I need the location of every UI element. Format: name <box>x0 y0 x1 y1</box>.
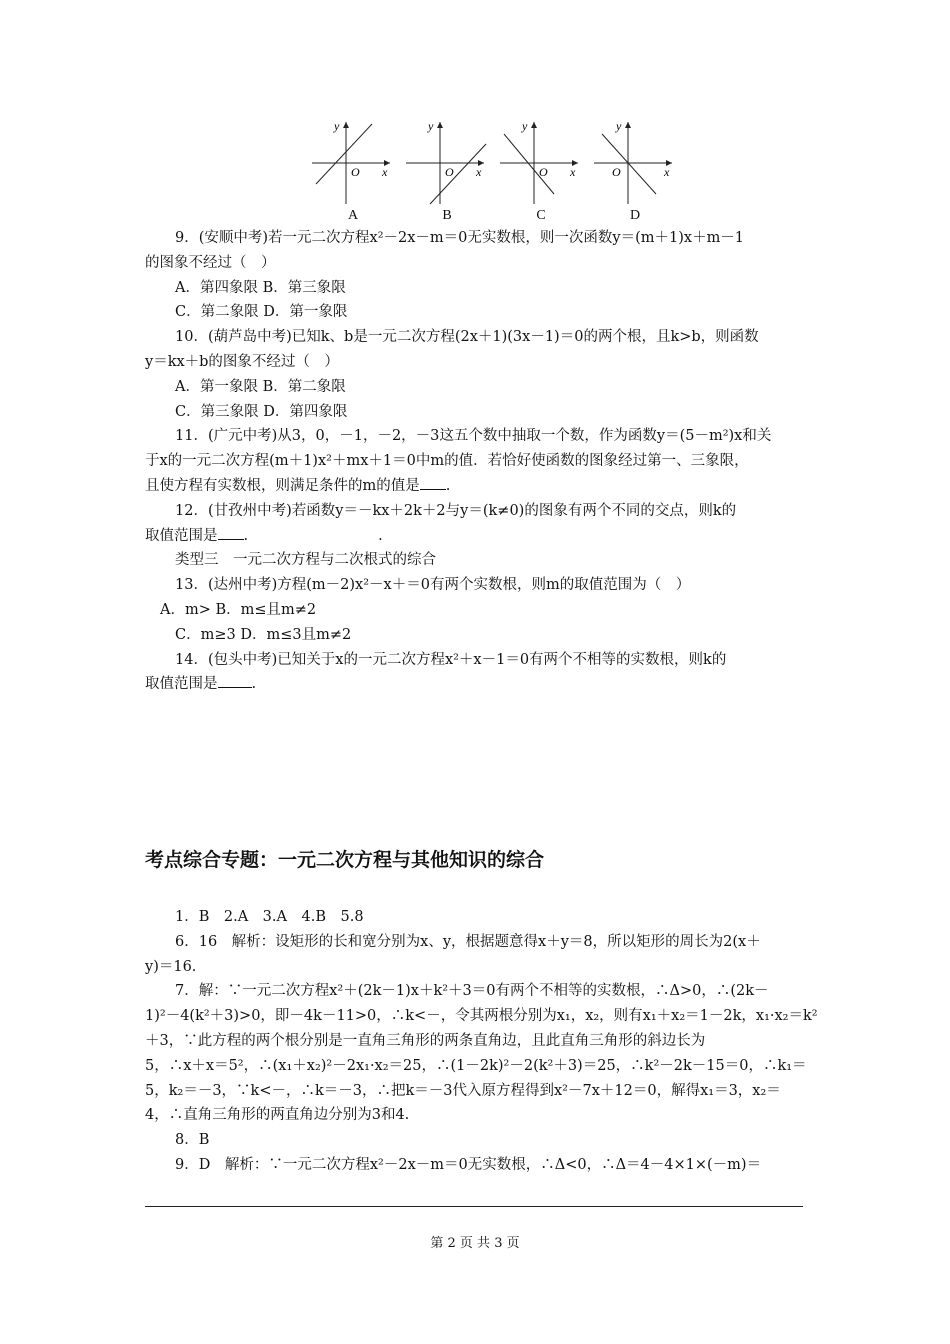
question-9-line-2: 的图象不经过（ ） <box>145 254 276 271</box>
graph-b-plot <box>400 118 490 208</box>
question-13-line-1: 13．(达州中考)方程(m－2)x²－x＋＝0有两个实数根，则m的取值范围为（ ） <box>175 577 691 594</box>
question-9-options-2: C．第二象限 D．第一象限 <box>175 304 348 321</box>
svg-text:O: O <box>612 165 621 179</box>
answer-line: ＋3，∵此方程的两个根分别是一直角三角形的两条直角边，且此直角三角形的斜边长为 <box>145 1032 706 1049</box>
question-9-options-1: A．第四象限 B．第三象限 <box>175 279 346 296</box>
page-number: 第 2 页 共 3 页 <box>430 1236 520 1251</box>
question-13-options-1: A．m> B．m≤且m≠2 <box>160 601 317 618</box>
svg-text:O: O <box>351 165 360 179</box>
graph-c-plot <box>494 118 584 208</box>
svg-text:x: x <box>382 165 388 179</box>
graph-option-c <box>494 118 584 226</box>
graph-b-caption: B <box>442 208 452 223</box>
graph-c-caption: C <box>536 208 546 223</box>
question-9-line-1: 9．(安顺中考)若一元二次方程x²－2x－m＝0无实数根，则一次函数y＝(m＋1)x＋m－1 <box>175 230 745 246</box>
answer-line: 4，∴直角三角形的两直角边分别为3和4. <box>145 1107 410 1124</box>
question-10-options-1: A．第一象限 B．第二象限 <box>175 378 346 395</box>
question-13-options-2: C．m≥3 D．m≤3且m≠2 <box>175 626 352 643</box>
graph-option-a <box>306 118 396 226</box>
question-14-text: 取值范围是 <box>145 676 218 693</box>
svg-text:y: y <box>428 119 434 133</box>
footer-divider <box>145 1206 803 1207</box>
answer-line: 1．B 2.A 3.A 4.B 5.8 <box>175 909 364 925</box>
answer-line: 6．16 解析：设矩形的长和宽分别为x、y，根据题意得x＋y＝8，所以矩形的周长为2(x＋ <box>175 933 761 950</box>
question-11-line-1: 11．(广元中考)从3，0，－1，－2，－3这五个数中抽取一个数，作为函数y＝(5－m²)x和关 <box>175 428 772 445</box>
period: . <box>251 676 257 693</box>
option-graphs <box>306 118 676 226</box>
question-11-text: 且使方程有实数根，则满足条件的m的值是 <box>145 477 420 494</box>
svg-text:O: O <box>445 165 454 179</box>
answer-line: 9．D 解析：∵一元二次方程x²－2x－m＝0无实数根，∴Δ<0，∴Δ＝4－4×1×(－m)＝ <box>175 1156 762 1173</box>
question-12-line-2 <box>145 524 810 549</box>
graph-d-caption: D <box>629 208 641 223</box>
question-14-line-1: 14．(包头中考)已知关于x的一元二次方程x²＋x－1＝0有两个不相等的实数根，则k的 <box>175 651 727 668</box>
svg-text:x: x <box>570 165 576 179</box>
question-12-text: 取值范围是 <box>145 527 218 544</box>
graph-a-caption: A <box>347 208 359 223</box>
question-10-line-2: y＝kx＋b的图象不经过（ ） <box>145 353 339 370</box>
graph-a-plot <box>306 118 396 208</box>
graph-d-plot <box>588 118 678 208</box>
answer-line: y)＝16. <box>145 958 197 975</box>
answer-line: 5，k₂＝－3，∵k<－，∴k＝－3，∴把k＝－3代入原方程得到x²－7x＋12＝0，解得x₁＝3，x₂＝ <box>145 1082 781 1099</box>
answer-blank-14 <box>218 687 252 688</box>
period: . <box>243 527 249 544</box>
svg-text:y: y <box>334 119 340 133</box>
question-10-options-2: C．第三象限 D．第四象限 <box>175 403 348 420</box>
answer-blank-11 <box>420 489 446 490</box>
svg-text:x: x <box>664 165 670 179</box>
answer-key <box>145 905 818 1178</box>
answer-line: 7．解：∵一元二次方程x²＋(2k－1)x＋k²＋3＝0有两个不相等的实数根，∴Δ>0，∴(2k－ <box>175 983 769 1000</box>
svg-text:y: y <box>616 119 622 133</box>
svg-text:x: x <box>476 165 482 179</box>
graph-option-d <box>588 118 678 226</box>
question-14-line-2 <box>145 672 810 697</box>
answer-line: 1)²－4(k²＋3)>0，即－4k－11>0，∴k<－，令其两根分别为x₁，x₂，则有x₁＋x₂＝1－2k，x₁·x₂＝k² <box>145 1008 818 1025</box>
svg-text:O: O <box>539 165 548 179</box>
trailing-dot: . <box>378 527 383 544</box>
answer-line: 5，∴x＋x＝5²，∴(x₁＋x₂)²－2x₁·x₂＝25，∴(1－2k)²－2(k²＋3)＝25，∴k²－2k－15＝0，∴k₁＝ <box>145 1057 807 1074</box>
question-11-line-2: 于x的一元二次方程(m＋1)x²＋mx＋1＝0中m的值．若恰好使函数的图象经过第一、三象限， <box>145 453 749 470</box>
section-type-3-title: 类型三 一元二次方程与二次根式的综合 <box>175 552 436 569</box>
answer-line: 8．B <box>175 1132 210 1149</box>
graph-option-b <box>400 118 490 226</box>
answer-blank-12 <box>218 539 244 540</box>
period: . <box>445 477 451 494</box>
question-11-line-3 <box>145 474 810 499</box>
section-heading: 考点综合专题：一元二次方程与其他知识的综合 <box>145 849 545 871</box>
svg-text:y: y <box>522 119 528 133</box>
question-12-line-1: 12．(甘孜州中考)若函数y＝－kx＋2k＋2与y＝(k≠0)的图象有两个不同的交点，则k的 <box>175 502 737 519</box>
question-10-line-1: 10．(葫芦岛中考)已知k、b是一元二次方程(2x＋1)(3x－1)＝0的两个根，且k>b，则函数 <box>175 329 759 346</box>
question-list <box>145 226 810 697</box>
